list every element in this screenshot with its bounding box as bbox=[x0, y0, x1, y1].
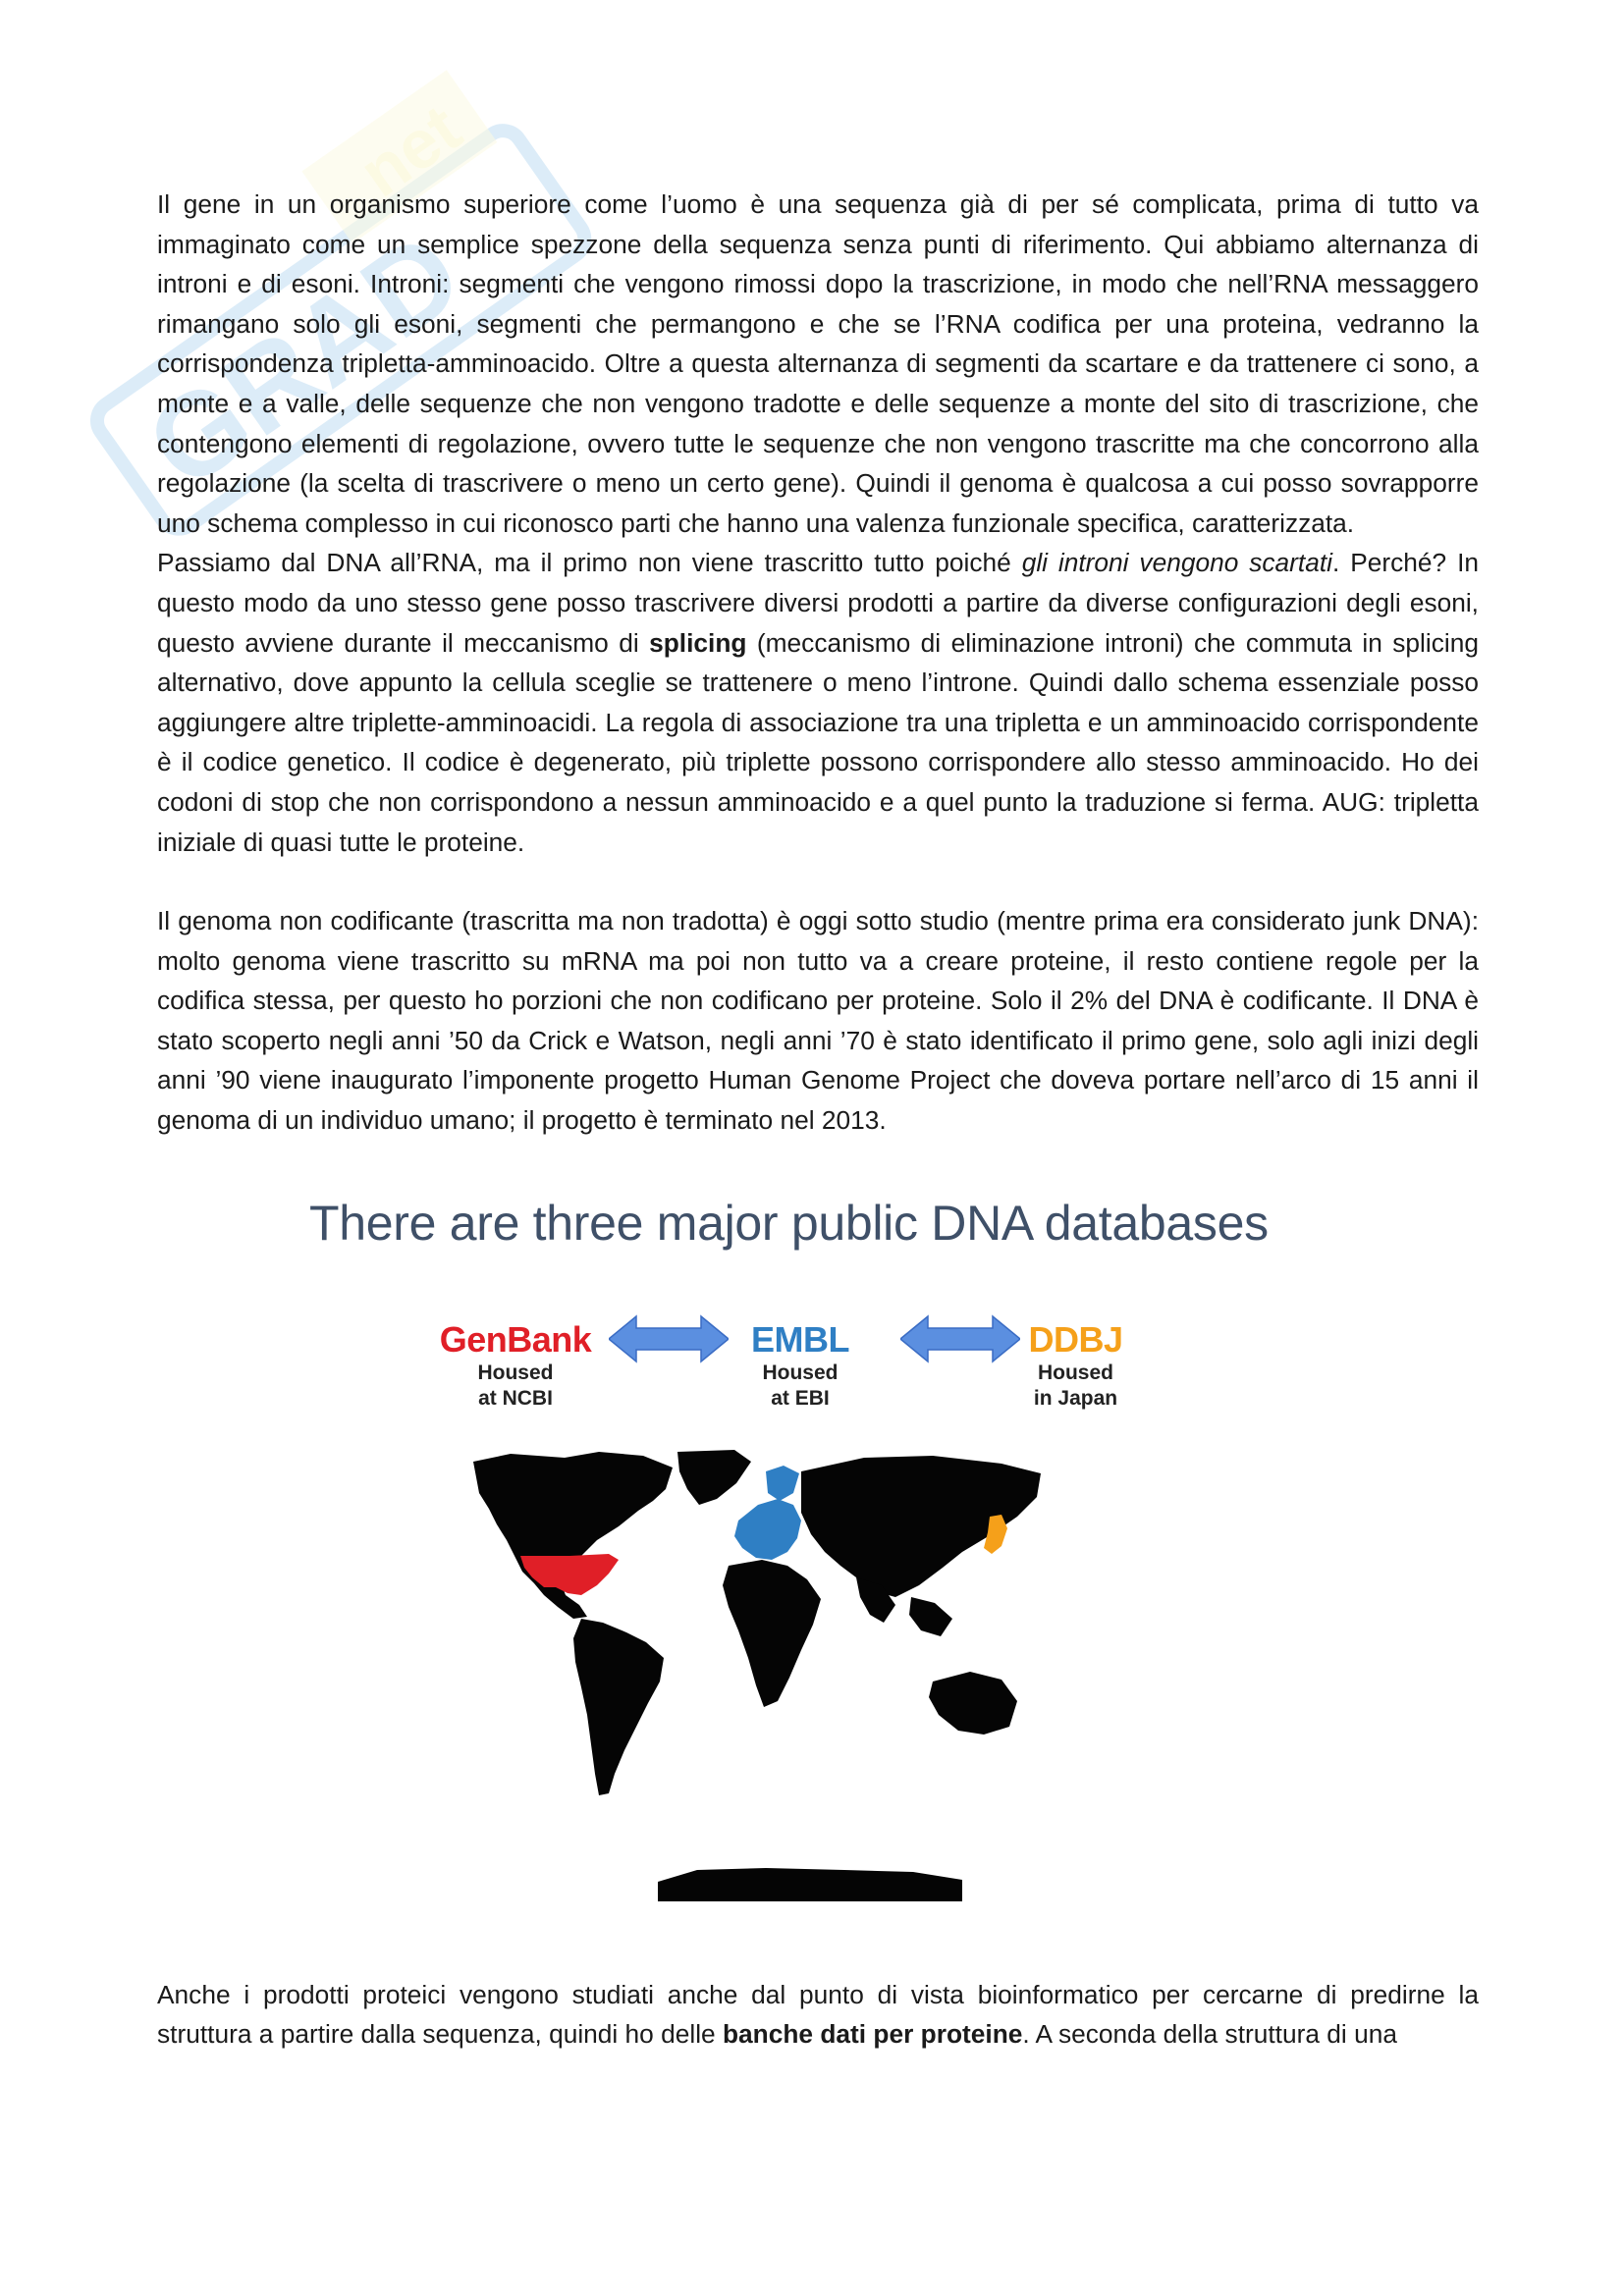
embl-location: at EBI bbox=[771, 1386, 830, 1410]
paragraph-gap bbox=[157, 862, 1479, 901]
australia-landmass bbox=[929, 1672, 1017, 1735]
ddbj-label bbox=[1019, 1319, 1132, 1412]
paragraph-protein-databases bbox=[157, 1975, 1479, 2055]
paragraph-protein-part-a: Anche i prodotti proteici vengono studiati anche dal punto di vista bioinformatico per cercarne di predirne la struttura a partire dalla sequenza, quindi ho delle bbox=[157, 1979, 1479, 2050]
antarctica-landmass bbox=[658, 1868, 962, 1901]
document-body bbox=[157, 185, 1479, 2055]
protein-databases-term: banche dati per proteine bbox=[722, 2019, 1023, 2050]
world-map bbox=[471, 1450, 1060, 1901]
embl-label bbox=[746, 1319, 854, 1412]
double-arrow-icon bbox=[609, 1314, 729, 1363]
genbank-housed: Housed bbox=[477, 1361, 554, 1384]
paragraph-splicing-part-a: Passiamo dal DNA all’RNA, ma il primo non viene trascritto tutto poiché bbox=[157, 548, 1022, 578]
paragraph-splicing-part-b: . Perché? In questo modo da uno stesso gene posso trascrivere diversi prodotti a partire da diverse configurazioni degli esoni, questo avviene durante il meccanismo di bbox=[157, 548, 1479, 658]
africa-landmass bbox=[723, 1560, 821, 1707]
genbank-location: at NCBI bbox=[478, 1386, 553, 1410]
paragraph-splicing bbox=[157, 543, 1479, 862]
usa-region bbox=[520, 1554, 619, 1595]
southeast-asia-landmass bbox=[909, 1597, 952, 1636]
ddbj-name: DDBJ bbox=[1028, 1318, 1123, 1360]
paragraph-splicing-part-c: (meccanismo di eliminazione introni) che commuta in splicing alternativo, dove appunto la cellula sceglie se trattenere o meno l’introne. Quindi dallo schema essenziale posso aggiungere altre triplette-amminoacidi. La regola di associazione tra una tripletta e un amminoacido corrispondente è il codice genetico. Il codice è degenerato, più triplette possono corrispondere allo stesso amminoacido. Ho dei codoni di stop che non corrispondono a nessun amminoacido e a quel punto la traduzione si ferma. AUG: tripletta iniziale di quasi tutte le proteine. bbox=[157, 627, 1479, 857]
ddbj-location: in Japan bbox=[1033, 1386, 1118, 1410]
dna-databases-figure bbox=[157, 1190, 1479, 1936]
paragraph-protein-part-b: . A seconda della struttura di una bbox=[1022, 2019, 1397, 2050]
svg-text:net: net bbox=[346, 89, 475, 212]
introns-discarded-emphasis: gli introni vengono scartati bbox=[1021, 548, 1332, 578]
south-america-landmass bbox=[573, 1619, 664, 1795]
double-arrow-icon bbox=[900, 1314, 1020, 1363]
genbank-label bbox=[437, 1319, 594, 1412]
embl-name: EMBL bbox=[751, 1318, 849, 1360]
ddbj-housed: Housed bbox=[1037, 1361, 1113, 1384]
paragraph-genes: Il gene in un organismo superiore come l’uomo è una sequenza già di per sé complicata, prima di tutto va immaginato come un semplice spezzone della sequenza senza punti di riferimento. Qui abbiamo alternanza di introni e di esoni. Introni: segmenti che vengono rimossi dopo la trascrizione, in modo che nell’RNA messaggero rimangano solo gli esoni, segmenti che permangono e che se l’RNA codifica per una proteina, vedranno la corrispondenza tripletta-amminoacido. Oltre a questa alternanza di segmenti da scartare e da trattenere ci sono, a monte e a valle, delle sequenze che non vengono tradotte e delle sequenze a monte del sito di trascrizione, che contengono elementi di regolazione, ovvero tutte le sequenze che non vengono trascritte ma che concorrono alla regolazione (la scelta di trascrivere o meno un certo gene). Quindi il genoma è qualcosa a cui posso sovrapporre uno schema complesso in cui riconosco parti che hanno una valenza funzionale specifica, caratterizzata. bbox=[157, 189, 1479, 538]
embl-housed: Housed bbox=[762, 1361, 839, 1384]
splicing-term: splicing bbox=[649, 627, 747, 658]
greenland-landmass bbox=[677, 1450, 751, 1505]
paragraph-noncoding-genome: Il genoma non codificante (trascritta ma non tradotta) è oggi sotto studio (mentre prima era considerato junk DNA): molto genoma viene trascritto su mRNA ma poi non tutto va a creare proteine, il resto contiene regole per la codifica stessa, per questo ho porzioni che non codificano per proteine. Solo il 2% del DNA è codificante. Il DNA è stato scoperto negli anni ’50 da Crick e Watson, negli anni ’70 è stato identificato il primo gene, solo agli inizi degli anni ’90 viene inaugurato l’imponente progetto Human Genome Project che doveva portare nell’arco di 15 anni il genoma di un individuo umano; il progetto è terminato nel 2013. bbox=[157, 906, 1479, 1136]
figure-title: There are three major public DNA databases bbox=[309, 1195, 1269, 1251]
scandinavia-region bbox=[766, 1466, 799, 1501]
genbank-name: GenBank bbox=[439, 1318, 592, 1360]
svg-text:GRAD: GRAD bbox=[124, 206, 484, 514]
europe-region bbox=[734, 1499, 801, 1560]
